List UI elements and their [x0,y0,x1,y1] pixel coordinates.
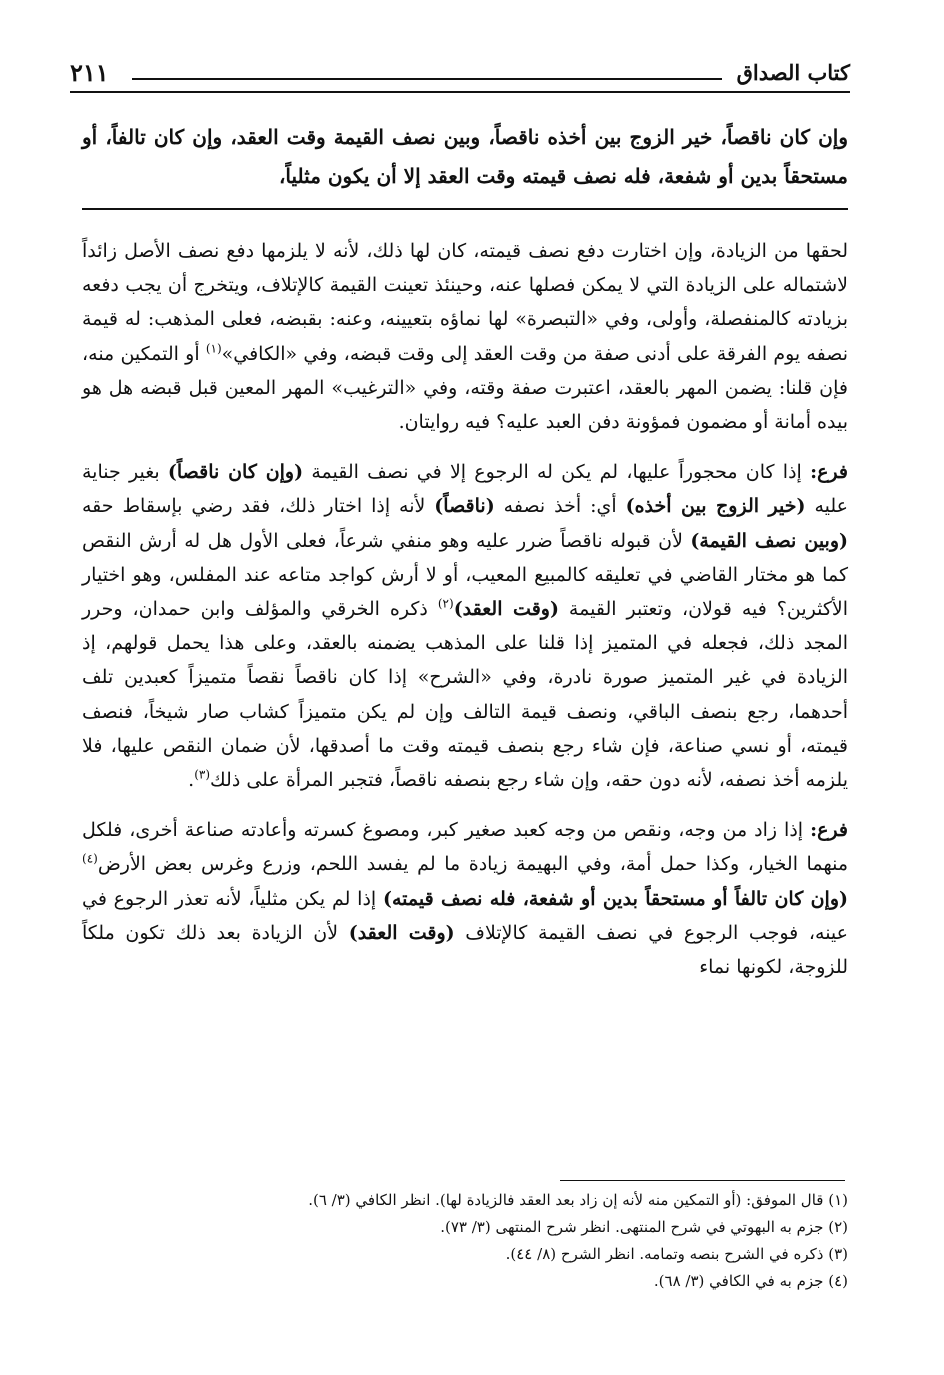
text-run: لأن قبوله ناقصاً ضرر عليه وهو منفي شرعاً، فعلى الأول هل له أرش النقص كما هو مختار القاضي في تعليقه كالمبيع المعيب، أو لا أرش كواجد متاعه عند المفلس، وهو اختيار الأكثرين؟ فيه قولان، وتعتبر القيمة [82,529,848,621]
matn-quote: (خير الزوج بين أخذه) [625,495,806,518]
text-run: إذا زاد من وجه، ونقص من وجه كعبد صغير كبر، ومصوغ كسرته وأعادته صناعة أخرى، فلكل منهما الخيار، وكذا حمل أمة، وفي البهيمة زيادة ما لم يفسد اللحم، وزرع وغرس بعض الأرض [82,819,848,876]
footnote-ref-3[interactable]: (٣) [194,767,211,782]
matn-quote: (وقت العقد) [453,598,559,621]
far-label: فرع: [810,819,848,842]
far-label: فرع: [810,461,848,484]
chapter-title: كتاب الصداق [736,60,850,85]
commentary-paragraph-1 [82,234,848,439]
text-run: . [188,769,195,792]
text-run: إذا كان محجوراً عليها، لم يكن له الرجوع إلا في نصف القيمة [303,461,811,484]
text-run: أو التمكين منه، فإن قلنا: يضمن المهر بالعقد، اعتبرت صفة وقته، وفي «الترغيب» المهر المعين قبل قبضه هل هو بيده أمانة أو مضمون فمؤونة دفن العبد عليه؟ فيه روايتان. [82,342,848,434]
footnote-2: (٢) جزم به البهوتي في شرح المنتهى. انظر شرح المنتهى (٣/ ٧٣). [440,1218,848,1236]
matn-separator [82,208,848,210]
header-rule [132,78,722,80]
page-header [70,58,850,92]
matn-quote: (وبين نصف القيمة) [690,529,849,552]
matn-quote: (وإن كان ناقصاً) [167,461,304,484]
matn-quote: (وإن كان تالفاً أو مستحقاً بدين أو شفعة، فله نصف قيمته) [382,887,848,910]
footnotes [82,1187,848,1295]
matn-text: وإن كان ناقصاً، خير الزوج بين أخذه ناقصاً، وبين نصف القيمة وقت العقد، وإن كان تالفاً، أو مستحقاً بدين أو شفعة، فله نصف قيمته وقت العقد إلا أن يكون مثلياً، [82,125,848,188]
footnote-ref-1[interactable]: (١) [205,341,222,356]
footnote-3: (٣) ذكره في الشرح بنصه وتمامه. انظر الشرح (٨/ ٤٤). [505,1245,848,1263]
text-run: لأنه إذا اختار ذلك، فقد رضي بإسقاط حقه [82,495,435,518]
footnote-ref-4[interactable]: (٤) [82,852,98,867]
footnote-ref-2[interactable]: (٢) [437,596,454,611]
text-run: لحقها من الزيادة، وإن اختارت دفع نصف قيمته، كان لها ذلك، لأنه لا يلزمها دفع نصف الأصل زائداً لاشتماله على الزيادة التي لا يمكن فصلها عنه، وحينئذ تعينت القيمة كالإتلاف، ويتخرج أن يجب دفعه بزيادته كالمنفصلة، وأولى، وفي «التبصرة» لها نماؤه بتعيينه، وعنه: بقبضه، فعلى المذهب: له قيمة نصفه يوم الفرقة على أدنى صفة من وقت العقد إلى وقت قبضه، وفي «الكافي» [82,240,848,365]
header-underline [70,91,850,93]
commentary-paragraph-3 [82,813,848,984]
text-run: ذكره الخرقي والمؤلف وابن حمدان، وحرر المجد ذلك، فجعله في المتميز إذا قلنا على المذهب يضمنه بالعقد، وعلى هذا يحمل قولهم، إذ الزيادة في غير المتميز صورة نادرة، وفي «الشرح» إذا كان ناقصاً نقصاً متميزاً كعبدين تلف أحدهما، رجع بنصف الباقي، ونصف قيمة التالف وإن لم يكن متميزاً كشاب صار شيخاً، فنصف قيمته، أو نسي صناعة، فإن شاء رجع بنصف قيمته وقت ما أصدقها، لأن ضمان النقص عليها، فلا يلزمه أخذ نصفه، لأنه دون حقه، وإن شاء رجع بنصفه ناقصاً، فتجبر المرأة على ذلك [82,598,849,792]
matn-quote: (وقت العقد) [348,921,455,944]
footnote-4: (٤) جزم به في الكافي (٣/ ٦٨). [653,1272,848,1290]
matn-quote: (ناقصاً) [434,495,495,518]
commentary-paragraph-2 [82,455,848,797]
page-number: ٢١١ [70,58,109,87]
text-run: أي: أخذ نصفه [494,495,626,518]
text-run: بغير جناية عليه [82,461,848,518]
text-run: لأن الزيادة بعد ذلك تكون ملكاً للزوجة، لكونها نماء [82,921,848,979]
footnote-1: (١) قال الموفق: (أو التمكين منه لأنه إن زاد بعد العقد فالزيادة لها). انظر الكافي (٣/ ٦). [308,1191,848,1209]
footnote-separator [560,1180,845,1181]
commentary [82,234,848,984]
text-run: إذا لم يكن مثلياً، لأنه تعذر الرجوع في عينه، فوجب الرجوع في نصف القيمة كالإتلاف [82,887,848,944]
